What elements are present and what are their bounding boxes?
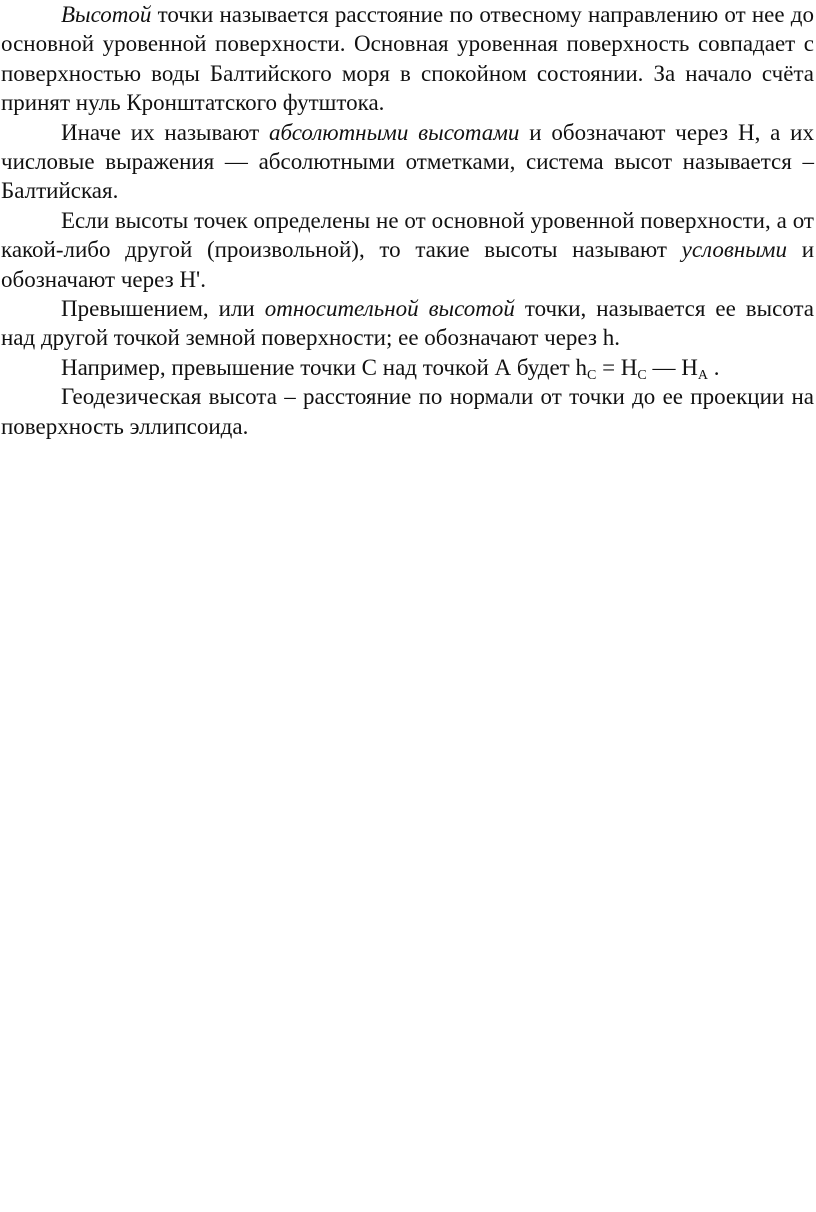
formula-h-a: H — [681, 354, 698, 380]
formula-h-c: H — [620, 354, 638, 380]
paragraph-text-after: точки, называется ее высота над другой точкой земной поверхности; ее обозначают через h. — [1, 296, 815, 351]
text-block — [1, 0, 814, 441]
paragraph-text-after: и обозначают через Н, а их числовые выражения — абсолютными отметками, система высот называется – Балтийская. — [1, 119, 814, 204]
paragraph-example-formula — [1, 353, 814, 382]
paragraph-text-before: Например, превышение точки С над точкой А будет — [61, 354, 576, 380]
term-relative-height: относительной высотой — [264, 296, 515, 322]
term-height: Высотой — [61, 2, 152, 27]
formula-end: . — [708, 354, 720, 380]
paragraph-conditional-heights — [1, 206, 814, 294]
paragraph-text: Геодезическая высота – расстояние по нормали от точки до ее проекции на поверхность эллипсоида. — [1, 384, 814, 439]
formula — [575, 354, 720, 383]
paragraph-elevation-difference — [1, 294, 814, 353]
term-absolute-heights: абсолютными высотами — [269, 119, 520, 145]
term-conditional: условными — [681, 237, 787, 263]
formula-h-c-subscript: C — [637, 367, 647, 383]
formula-equals: = — [596, 354, 621, 380]
paragraph-geodetic-height — [1, 382, 814, 441]
paragraph-text-after: и обозначают через Н'. — [1, 237, 814, 292]
formula-minus: — — [646, 354, 682, 380]
formula-h-a-subscript: A — [697, 367, 709, 383]
paragraph-text: точки называется расстояние по отвесному направлению от нее до основной уровенной поверхности. Основная уровенная поверхность совпадает с поверхностью воды Балтийского моря в спокойном состоянии. За начало счёта принят нуль Кронштатского футштока. — [1, 2, 814, 116]
paragraph-text-before: Иначе их называют — [61, 119, 269, 145]
paragraph-text-before: Превышением, или — [61, 296, 265, 322]
formula-h: h — [575, 354, 587, 380]
paragraph-text-before: Если высоты точек определены не от основной уровенной поверхности, а от какой-либо другой (произвольной), то такие высоты называют — [1, 207, 814, 263]
formula-h-subscript: C — [586, 367, 597, 383]
paragraph-height-definition — [1, 0, 814, 118]
paragraph-absolute-heights — [1, 118, 814, 206]
